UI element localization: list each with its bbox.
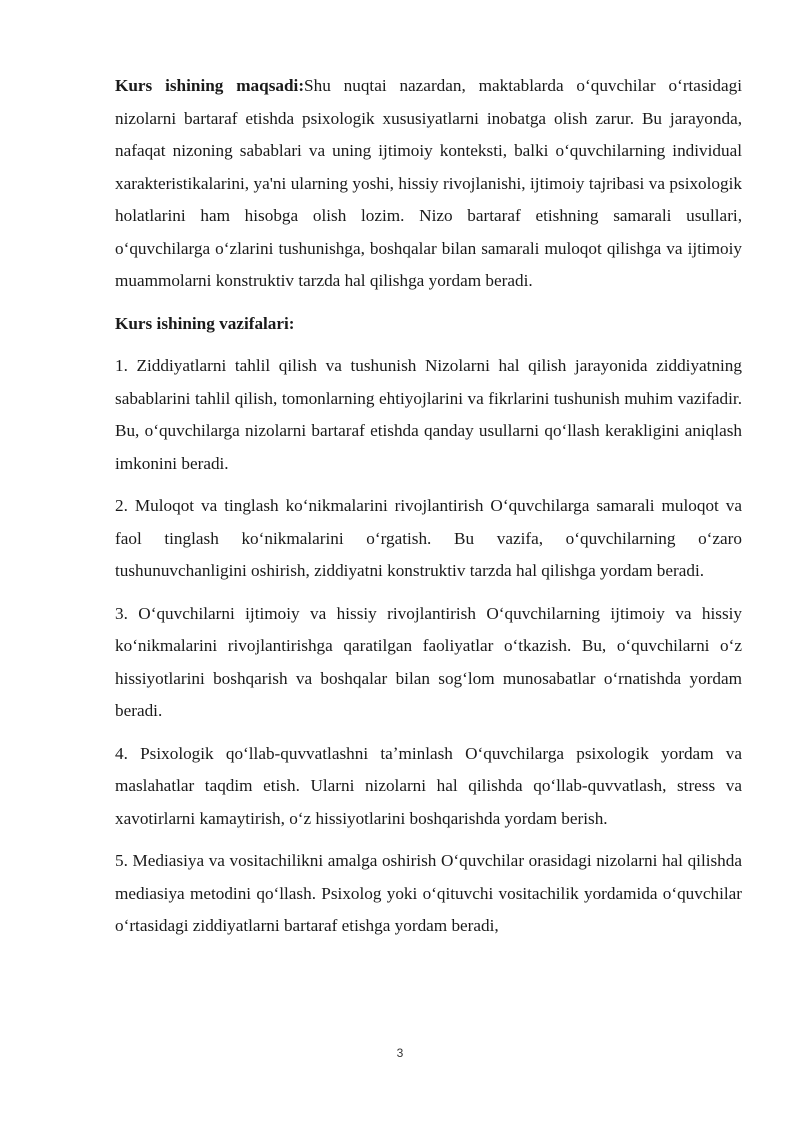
- task-item-5: 5. Mediasiya va vositachilikni amalga oshirish Oʻquvchilar orasidagi nizolarni hal qilishda mediasiya metodini qoʻllash. Psixolog yoki oʻqituvchi vositachilik yordamida oʻquvchilar oʻrtasidagi ziddiyatlarni bartaraf etishga yordam beradi,: [115, 851, 742, 935]
- intro-paragraph: [115, 70, 742, 298]
- task-item-3: 3. Oʻquvchilarni ijtimoiy va hissiy rivojlantirish Oʻquvchilarning ijtimoiy va hissiy koʻnikmalarini rivojlantirishga qaratilgan faoliyatlar oʻtkazish. Bu, oʻquvchilarni oʻz hissiyotlarini boshqarish va boshqalar bilan sogʻlom munosabatlar oʻrnatishda yordam beradi.: [115, 603, 742, 720]
- intro-text: Shu nuqtai nazardan, maktablarda oʻquvchilar oʻrtasidagi nizolarni bartaraf etishda psixologik xususiyatlarni inobatga olish zarur. Bu jarayonda, nafaqat nizoning sabablari va uning ijtimoiy konteksti, balki oʻquvchilarning individual xarakteristikalarini, ya'ni ularning yoshi, hissiy rivojlanishi, ijtimoiy tajribasi va psixologik holatlarini ham hisobga olish lozim. Nizo bartaraf etishning samarali usullari, oʻquvchilarga oʻzlarini tushunishga, boshqalar bilan samarali muloqot qilishga va ijtimoiy muammolarni konstruktiv tarzda hal qilishga yordam beradi.: [115, 76, 742, 290]
- document-body: [115, 70, 742, 943]
- task-item-4: 4. Psixologik qoʻllab-quvvatlashni taʼminlash Oʻquvchilarga psixologik yordam va maslahatlar taqdim etish. Ularni nizolarni hal qilishda qoʻllab-quvvatlash, stress va xavotirlarni kamaytirish, oʻz hissiyotlarini boshqarishda yordam berish.: [115, 743, 742, 828]
- task-item-1: 1. Ziddiyatlarni tahlil qilish va tushunish Nizolarni hal qilish jarayonida ziddiyatning sabablarini tahlil qilish, tomonlarning ehtiyojlarini va fikrlarini tushunish muhim vazifadir. Bu, oʻquvchilarga nizolarni bartaraf etishda qanday usullarni qoʻllash kerakligini aniqlash imkonini beradi.: [115, 356, 742, 473]
- tasks-heading: Kurs ishining vazifalari:: [115, 313, 295, 333]
- task-item-2: 2. Muloqot va tinglash koʻnikmalarini rivojlantirish Oʻquvchilarga samarali muloqot va faol tinglash koʻnikmalarini oʻrgatish. Bu vazifa, oʻquvchilarning oʻzaro tushunuvchanligini oshirish, ziddiyatni konstruktiv tarzda hal qilishga yordam beradi.: [115, 496, 742, 580]
- intro-label: Kurs ishining maqsadi:: [115, 76, 305, 95]
- page-number: 3: [396, 1046, 404, 1060]
